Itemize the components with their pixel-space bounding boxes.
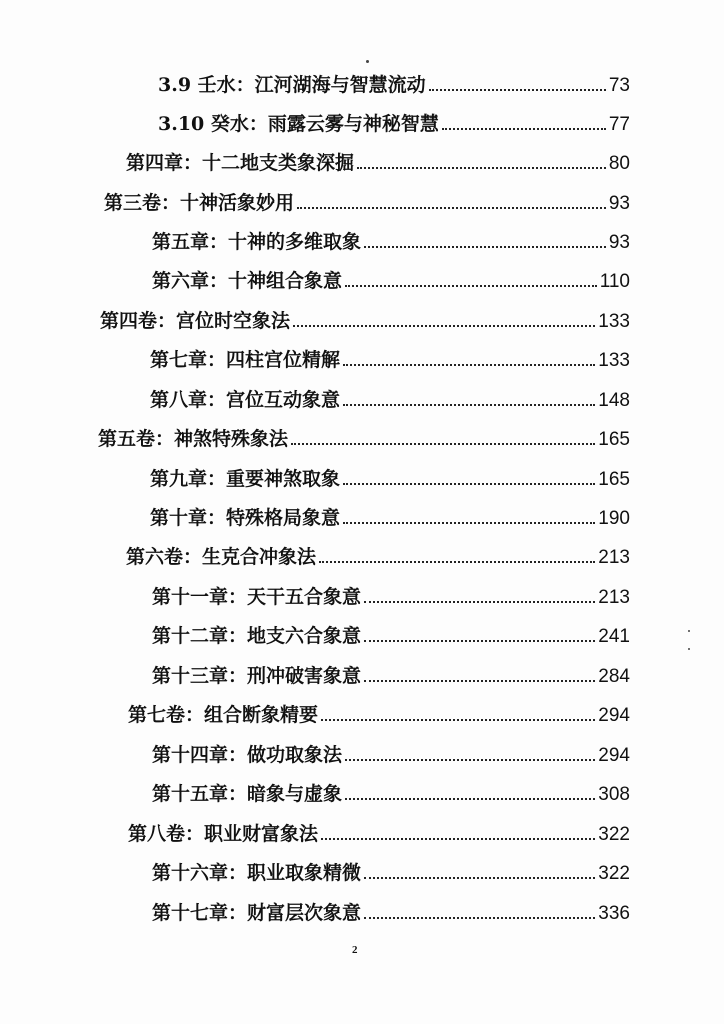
toc-entry-title: 3.9 壬水：江河湖海与智慧流动	[158, 74, 426, 96]
toc-entry-page: 148	[598, 390, 630, 411]
toc-entry-title: 第八卷：职业财富象法	[128, 823, 319, 845]
toc-entry[interactable]	[150, 464, 630, 494]
leader-dots	[345, 758, 595, 761]
toc-entry-title: 第九章：重要神煞取象	[150, 468, 341, 490]
toc-entry[interactable]	[126, 542, 630, 572]
leader-dots	[442, 127, 606, 130]
toc-entry[interactable]	[152, 227, 630, 257]
leader-dots	[343, 363, 595, 366]
toc-entry-title: 第七章：四柱宫位精解	[150, 349, 341, 371]
toc-entry-title: 第五章：十神的多维取象	[152, 231, 362, 253]
leader-dots	[357, 166, 606, 169]
leader-dots	[319, 560, 595, 563]
leader-dots	[321, 718, 595, 721]
toc-entry[interactable]	[158, 109, 630, 139]
toc-entry-page: 284	[598, 666, 630, 687]
toc-entry[interactable]	[128, 819, 630, 849]
toc-entry-page: 93	[608, 193, 630, 214]
toc-entry-title: 第十六章：职业取象精微	[152, 862, 362, 884]
toc-entry-title: 第三卷：十神活象妙用	[104, 192, 295, 214]
toc-entry-page: 77	[608, 114, 630, 135]
toc-entry-title: 第十五章：暗象与虚象	[152, 783, 343, 805]
toc-entry-page: 213	[598, 547, 630, 568]
leader-dots	[364, 916, 595, 919]
toc-entry[interactable]	[104, 188, 630, 218]
toc-entry[interactable]	[152, 898, 630, 928]
toc-entry-title: 第十一章：天干五合象意	[152, 586, 362, 608]
toc-entry-title: 第四卷：宫位时空象法	[100, 310, 291, 332]
toc-entry-page: 73	[608, 75, 630, 96]
toc-entry-page: 294	[598, 745, 630, 766]
leader-dots	[364, 639, 595, 642]
leader-dots	[343, 482, 595, 485]
toc-entry[interactable]	[152, 858, 630, 888]
toc-entry[interactable]	[152, 661, 630, 691]
toc-entry-page: 165	[598, 429, 630, 450]
toc-entry[interactable]	[150, 385, 630, 415]
leader-dots	[345, 797, 595, 800]
toc-entry-page: 322	[598, 863, 630, 884]
leader-dots	[321, 837, 595, 840]
scan-speck	[366, 60, 369, 63]
toc-entry[interactable]	[128, 700, 630, 730]
toc-entry-page: 80	[608, 153, 630, 174]
toc-entry-page: 190	[598, 508, 630, 529]
toc-entry[interactable]	[152, 740, 630, 770]
leader-dots	[364, 876, 595, 879]
toc-entry-title: 3.10 癸水：雨露云雾与神秘智慧	[158, 113, 439, 135]
toc-entry-title: 第六卷：生克合冲象法	[126, 546, 317, 568]
toc-entry-page: 336	[598, 903, 630, 924]
toc-entry-page: 322	[598, 824, 630, 845]
toc-entry-title: 第十三章：刑冲破害象意	[152, 665, 362, 687]
toc-entry-title: 第六章：十神组合象意	[152, 270, 343, 292]
toc-entry-page: 110	[599, 271, 630, 292]
toc-entry-title: 第十章：特殊格局象意	[150, 507, 341, 529]
toc-entry[interactable]	[152, 621, 630, 651]
toc-entry-title: 第十七章：财富层次象意	[152, 902, 362, 924]
leader-dots	[343, 521, 595, 524]
toc-entry[interactable]	[152, 582, 630, 612]
toc-entry-title: 第十四章：做功取象法	[152, 744, 343, 766]
leader-dots	[291, 442, 595, 445]
leader-dots	[429, 88, 606, 91]
leader-dots	[293, 324, 595, 327]
toc-entry[interactable]	[152, 266, 630, 296]
toc-entry[interactable]	[150, 345, 630, 375]
toc-entry-title: 第四章：十二地支类象深掘	[126, 152, 355, 174]
toc-entry-title: 第十二章：地支六合象意	[152, 625, 362, 647]
toc-entry-page: 165	[598, 469, 630, 490]
scan-speck	[688, 630, 690, 632]
toc-entry-title: 第五卷：神煞特殊象法	[98, 428, 289, 450]
toc-entry[interactable]	[158, 70, 630, 100]
toc-entry[interactable]	[98, 424, 630, 454]
toc-entry-title: 第七卷：组合断象精要	[128, 704, 319, 726]
leader-dots	[364, 245, 606, 248]
scan-speck	[688, 648, 690, 650]
toc-entry[interactable]	[152, 779, 630, 809]
toc-entry[interactable]	[126, 148, 630, 178]
toc-entry-page: 294	[598, 705, 630, 726]
leader-dots	[364, 600, 595, 603]
leader-dots	[343, 403, 595, 406]
toc-entry-page: 308	[598, 784, 630, 805]
toc-entry-page: 241	[598, 626, 630, 647]
toc-entry-page: 133	[598, 350, 630, 371]
toc-entry[interactable]	[100, 306, 630, 336]
toc-entry-title: 第八章：宫位互动象意	[150, 389, 341, 411]
leader-dots	[364, 679, 595, 682]
toc-entry-page: 213	[598, 587, 630, 608]
toc-entry-page: 133	[598, 311, 630, 332]
leader-dots	[345, 284, 597, 287]
leader-dots	[297, 206, 606, 209]
page-number: 2	[352, 944, 358, 956]
toc-entry-page: 93	[608, 232, 630, 253]
toc-entry[interactable]	[150, 503, 630, 533]
